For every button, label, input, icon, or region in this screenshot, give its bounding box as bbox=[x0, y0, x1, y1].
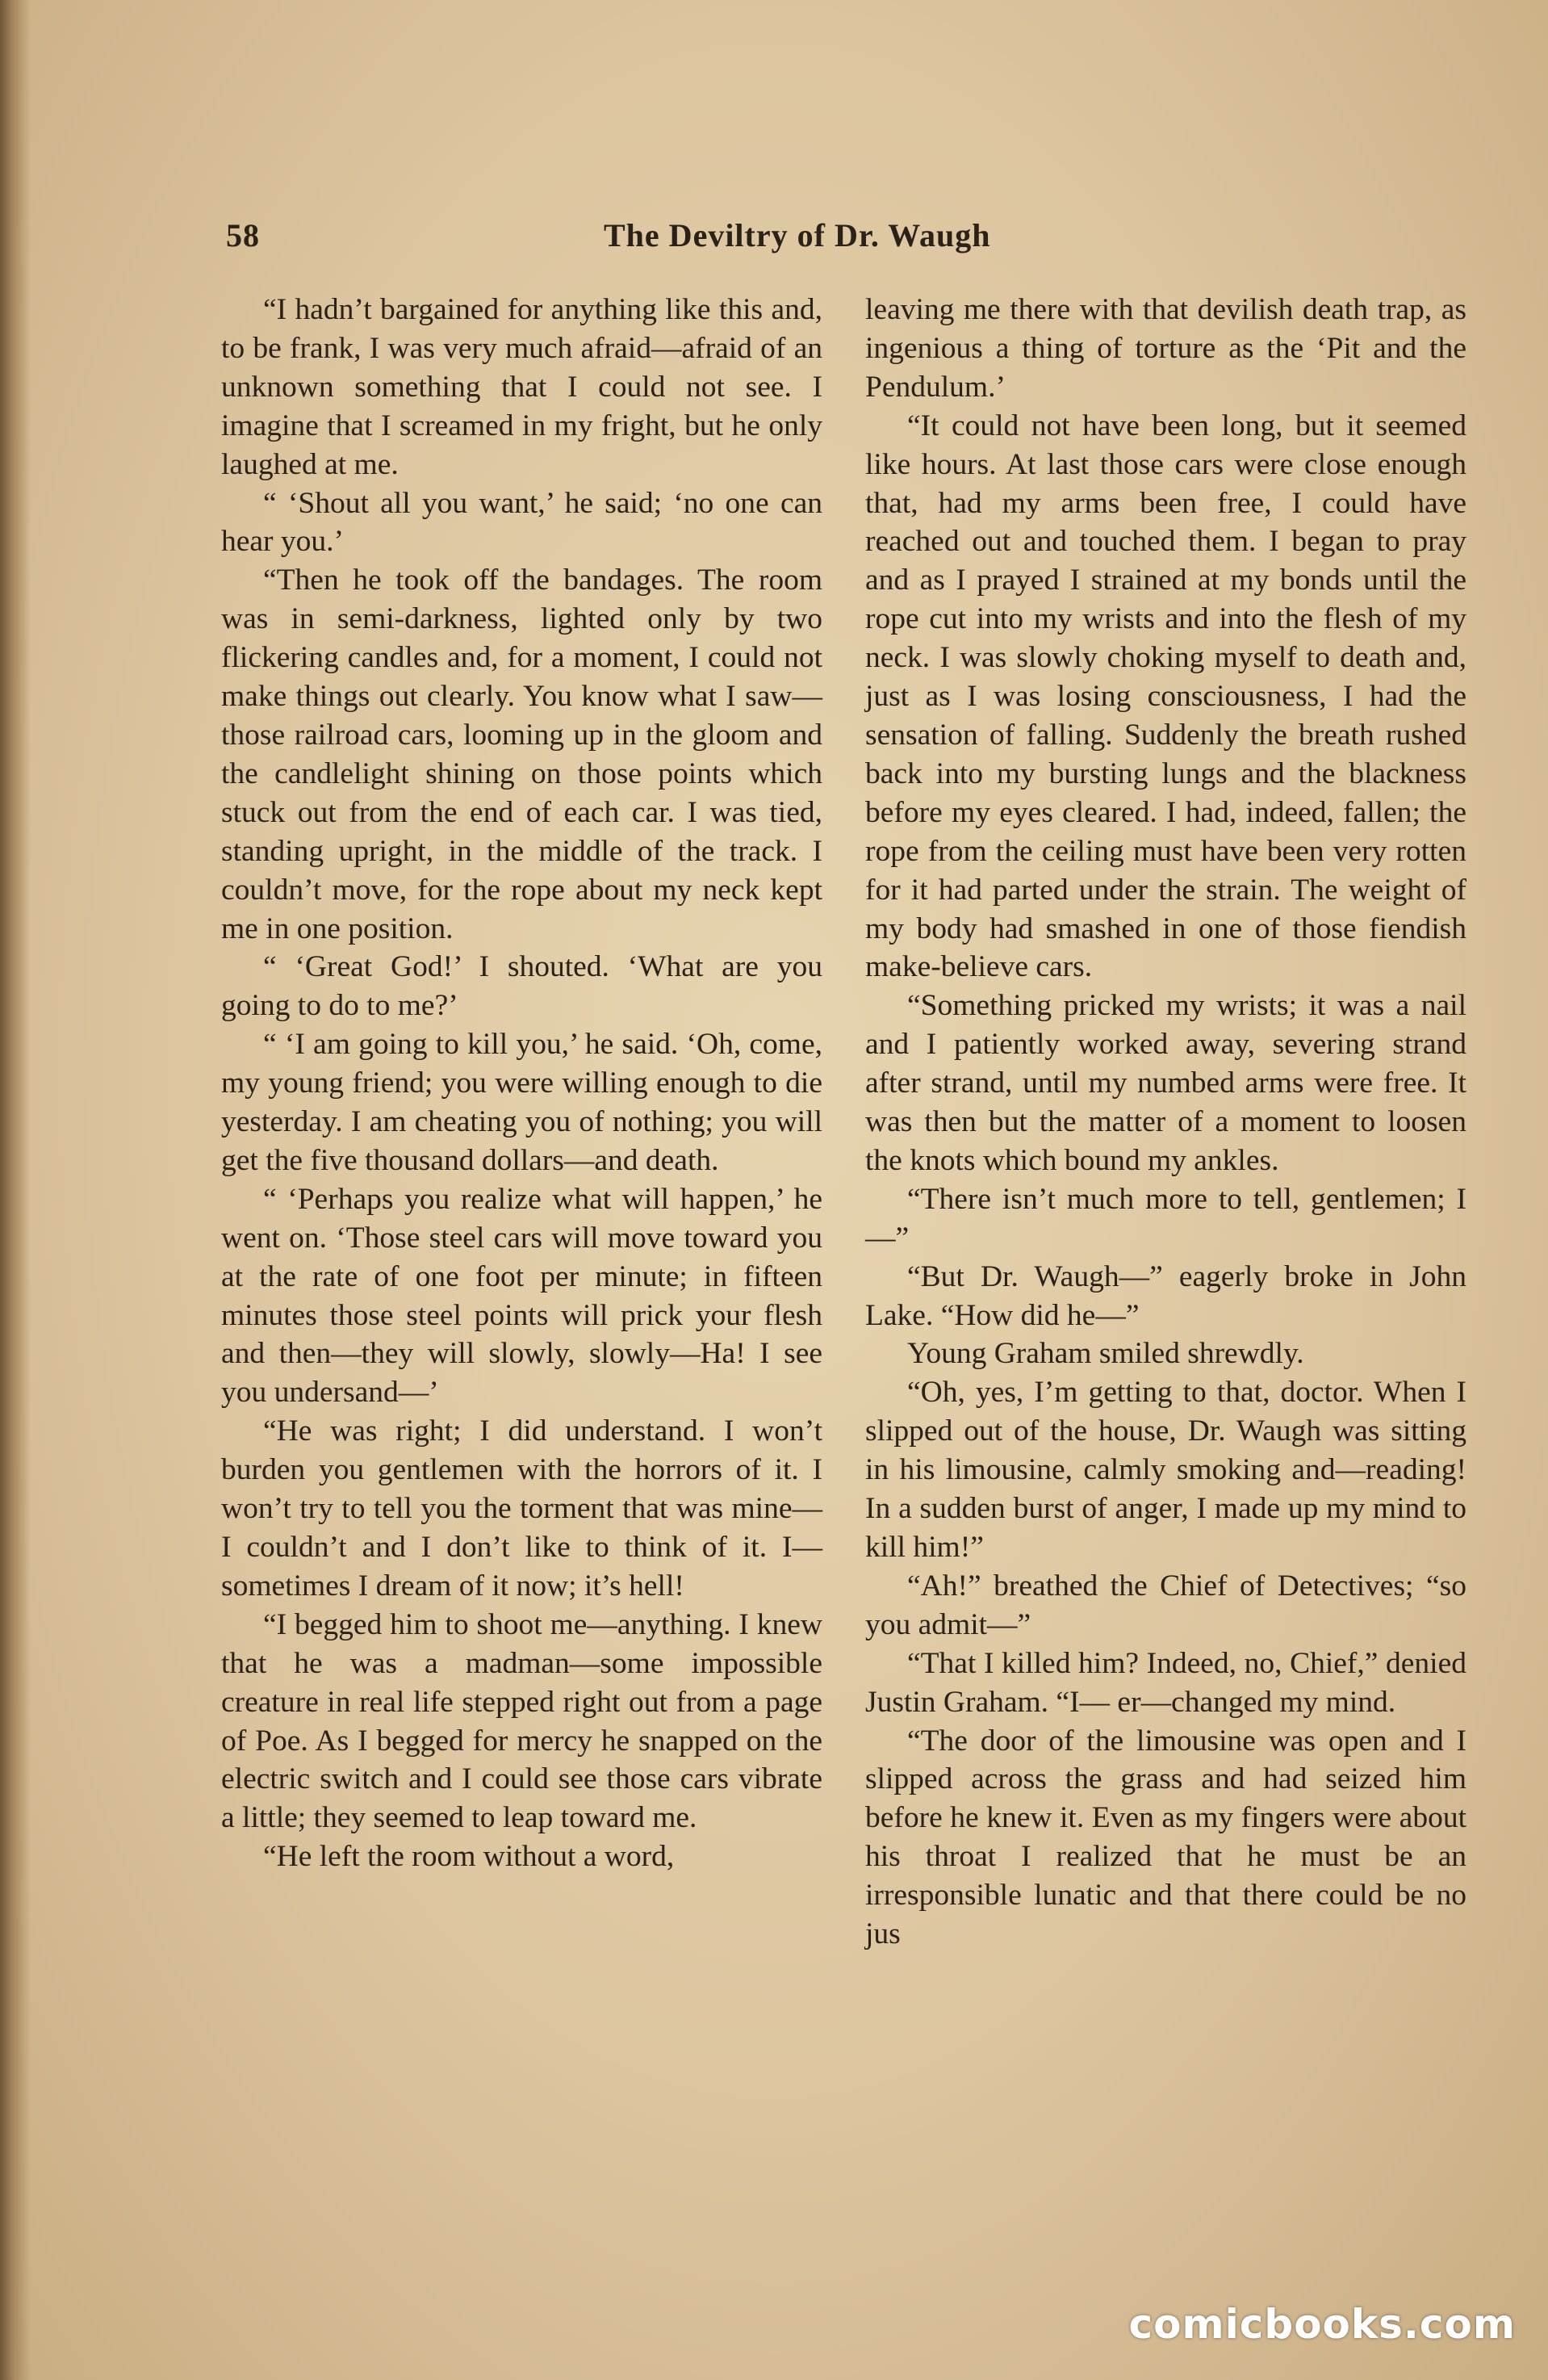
paragraph: “He left the room without a word, bbox=[263, 1840, 675, 1874]
paragraph: Young Graham smiled shrewdly. bbox=[907, 1337, 1304, 1371]
paragraph: “That I killed him? Indeed, no, Chief,” denied Justin Graham. “I— er—changed my mind. bbox=[865, 1646, 1466, 1719]
paragraph: “He was right; I did understand. I won’t burden you gentlemen with the horrors of it. I won’t try to tell you the torment that was mine—I couldn’t and I don’t like to think of it. I— sometimes I dream of it now; it’s hell! bbox=[221, 1414, 822, 1603]
watermark-logo: comicbooks.com bbox=[1128, 2301, 1516, 2348]
paragraph: “The door of the limousine was open and I slipped across the grass and had seized him before he knew it. Even as my fingers were about his throat I realized that he must be an irresponsible lunatic and that there could be no jus bbox=[865, 1724, 1466, 1951]
paragraph: “Something pricked my wrists; it was a nail and I patiently worked away, severing strand after strand, until my numbed arms were free. It was then but the matter of a moment to loosen the knots which bound my ankles. bbox=[865, 989, 1466, 1177]
paragraph: “But Dr. Waugh—” eagerly broke in John Lake. “How did he—” bbox=[865, 1259, 1466, 1332]
paragraph: “There isn’t much more to tell, gentlemen; I—” bbox=[865, 1182, 1466, 1255]
paragraph: “Ah!” breathed the Chief of Detectives; “so you admit—” bbox=[865, 1569, 1466, 1641]
paragraph: “ ‘Shout all you want,’ he said; ‘no one can hear you.’ bbox=[221, 486, 822, 559]
right-text-column bbox=[865, 291, 1466, 1954]
paragraph: “I begged him to shoot me—anything. I knew that he was a madman—some impossible creature in real life stepped right out from a page of Poe. As I begged for mercy he snapped on the electric switch and I could see those cars vibrate a little; they seemed to leap toward me. bbox=[221, 1607, 822, 1835]
paragraph: “ ‘Perhaps you realize what will happen,’ he went on. ‘Those steel cars will move toward you at the rate of one foot per minute; in fifteen minutes those steel points will prick your flesh and then—they will slowly, slowly—Ha! I see you undersand—’ bbox=[221, 1182, 822, 1410]
paragraph: “ ‘Great God!’ I shouted. ‘What are you going to do to me?’ bbox=[221, 950, 822, 1023]
paragraph: “Then he took off the bandages. The room was in semi-darkness, lighted only by two flickering candles and, for a moment, I could not make things out clearly. You know what I saw—those railroad cars, looming up in the gloom and the candlelight shining on those points which stuck out from the end of each car. I was tied, standing upright, in the middle of the track. I couldn’t move, for the rope about my neck kept me in one position. bbox=[221, 564, 822, 945]
left-text-column bbox=[221, 291, 822, 1876]
paragraph: “It could not have been long, but it seemed like hours. At last those cars were close enough that, had my arms been free, I could have reached out and touched them. I began to pray and as I prayed I strained at my bonds until the rope cut into my wrists and into the flesh of my neck. I was slowly choking myself to death and, just as I was losing consciousness, I had the sensation of falling. Suddenly the breath rushed back into my bursting lungs and the blackness before my eyes cleared. I had, indeed, fallen; the rope from the ceiling must have been very rotten for it had parted under the strain. The weight of my body had smashed in one of those fiendish make-believe cars. bbox=[865, 409, 1466, 984]
paragraph: “ ‘I am going to kill you,’ he said. ‘Oh, come, my young friend; you were willing enough to die yesterday. I am cheating you of nothing; you will get the five thousand dollars—and death. bbox=[221, 1028, 822, 1177]
paragraph: “Oh, yes, I’m getting to that, doctor. When I slipped out of the house, Dr. Waugh was sitting in his limousine, calmly smoking and—reading! In a sudden burst of anger, I made up my mind to kill him!” bbox=[865, 1376, 1466, 1564]
running-head-title: The Deviltry of Dr. Waugh bbox=[604, 217, 991, 254]
page-number: 58 bbox=[226, 217, 260, 254]
book-spine-shadow bbox=[0, 0, 31, 2380]
paragraph: “I hadn’t bargained for anything like this and, to be frank, I was very much afraid—afraid of an unknown something that I could not see. I imagine that I screamed in my fright, but he only laughed at me. bbox=[221, 293, 822, 481]
continued-paragraph: leaving me there with that devilish death trap, as ingenious a thing of torture as the ‘Pit and the Pendulum.’ bbox=[865, 293, 1466, 404]
